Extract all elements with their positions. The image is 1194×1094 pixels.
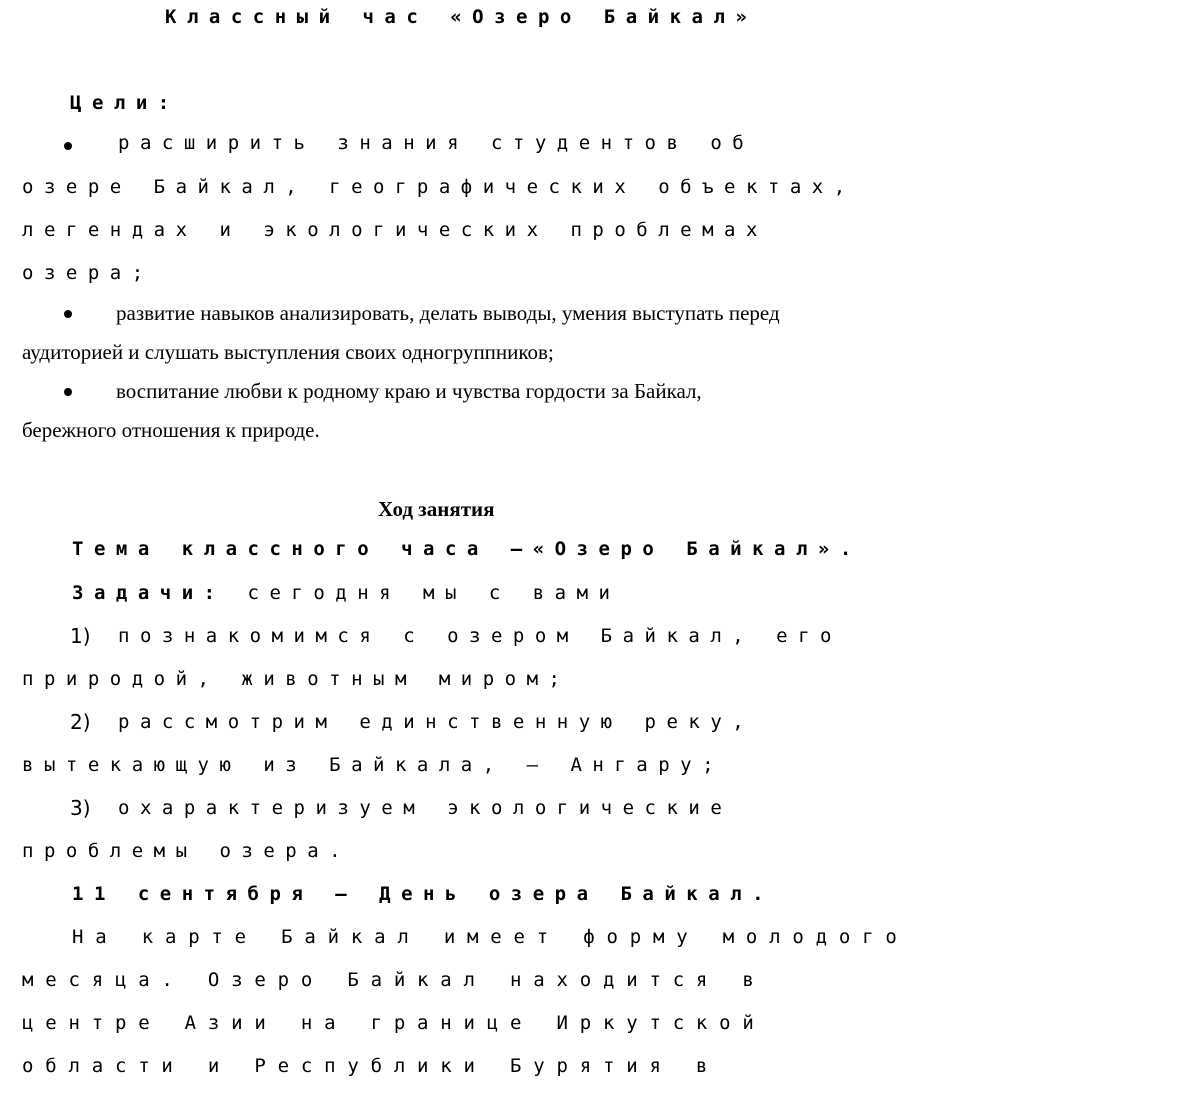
bullet-icon <box>64 310 72 318</box>
task-3-line-2: проблемы озера. <box>22 840 352 862</box>
bullet-icon <box>64 388 72 396</box>
task-3-line-1: охарактеризуем экологические <box>118 797 733 819</box>
task-2-line-1: рассмотрим единственную реку, <box>118 711 755 733</box>
paragraph-line-1: На карте Байкал имеет форму молодого <box>72 926 909 948</box>
task-3-number: 3) <box>70 796 91 820</box>
paragraph-line-4: области и Республики Бурятия в <box>22 1055 720 1077</box>
task-1-line-2: природой, животным миром; <box>22 668 571 690</box>
goal-1-line-3: легендах и экологических проблемах <box>22 219 768 241</box>
bullet-icon <box>64 142 72 150</box>
tasks-label: Задачи: <box>72 582 226 604</box>
topic-line: Тема классного часа –«Озеро Байкал». <box>72 538 862 560</box>
paragraph-line-3: центре Азии на границе Иркутской <box>22 1012 766 1034</box>
task-2-number: 2) <box>70 710 91 734</box>
task-1-line-1: познакомимся с озером Байкал, его <box>118 625 842 647</box>
section-heading: Ход занятия <box>378 497 495 521</box>
tasks-line <box>72 582 888 604</box>
task-2-line-2: вытекающую из Байкала, – Ангару; <box>22 754 725 776</box>
goals-heading: Цели: <box>70 92 180 114</box>
task-1-number: 1) <box>70 624 91 648</box>
goal-1-line-4: озера; <box>22 262 154 284</box>
goal-2-line-1: развитие навыков анализировать, делать выводы, умения выступать перед <box>116 301 780 325</box>
goal-2-line-2: аудиторией и слушать выступления своих одногруппников; <box>22 340 554 364</box>
date-line: 11 сентября – День озера Байкал. <box>72 883 775 905</box>
tasks-intro: сегодня мы с вами <box>247 582 621 604</box>
document-title: Классный час «Озеро Байкал» <box>165 6 758 28</box>
goal-1-line-1: расширить знания студентов об <box>118 132 755 154</box>
goal-3-line-1: воспитание любви к родному краю и чувства гордости за Байкал, <box>116 379 702 403</box>
goal-3-line-2: бережного отношения к природе. <box>22 418 320 442</box>
goal-1-line-2: озере Байкал, географических объектах, <box>22 176 856 198</box>
paragraph-line-2: месяца. Озеро Байкал находится в <box>22 969 766 991</box>
